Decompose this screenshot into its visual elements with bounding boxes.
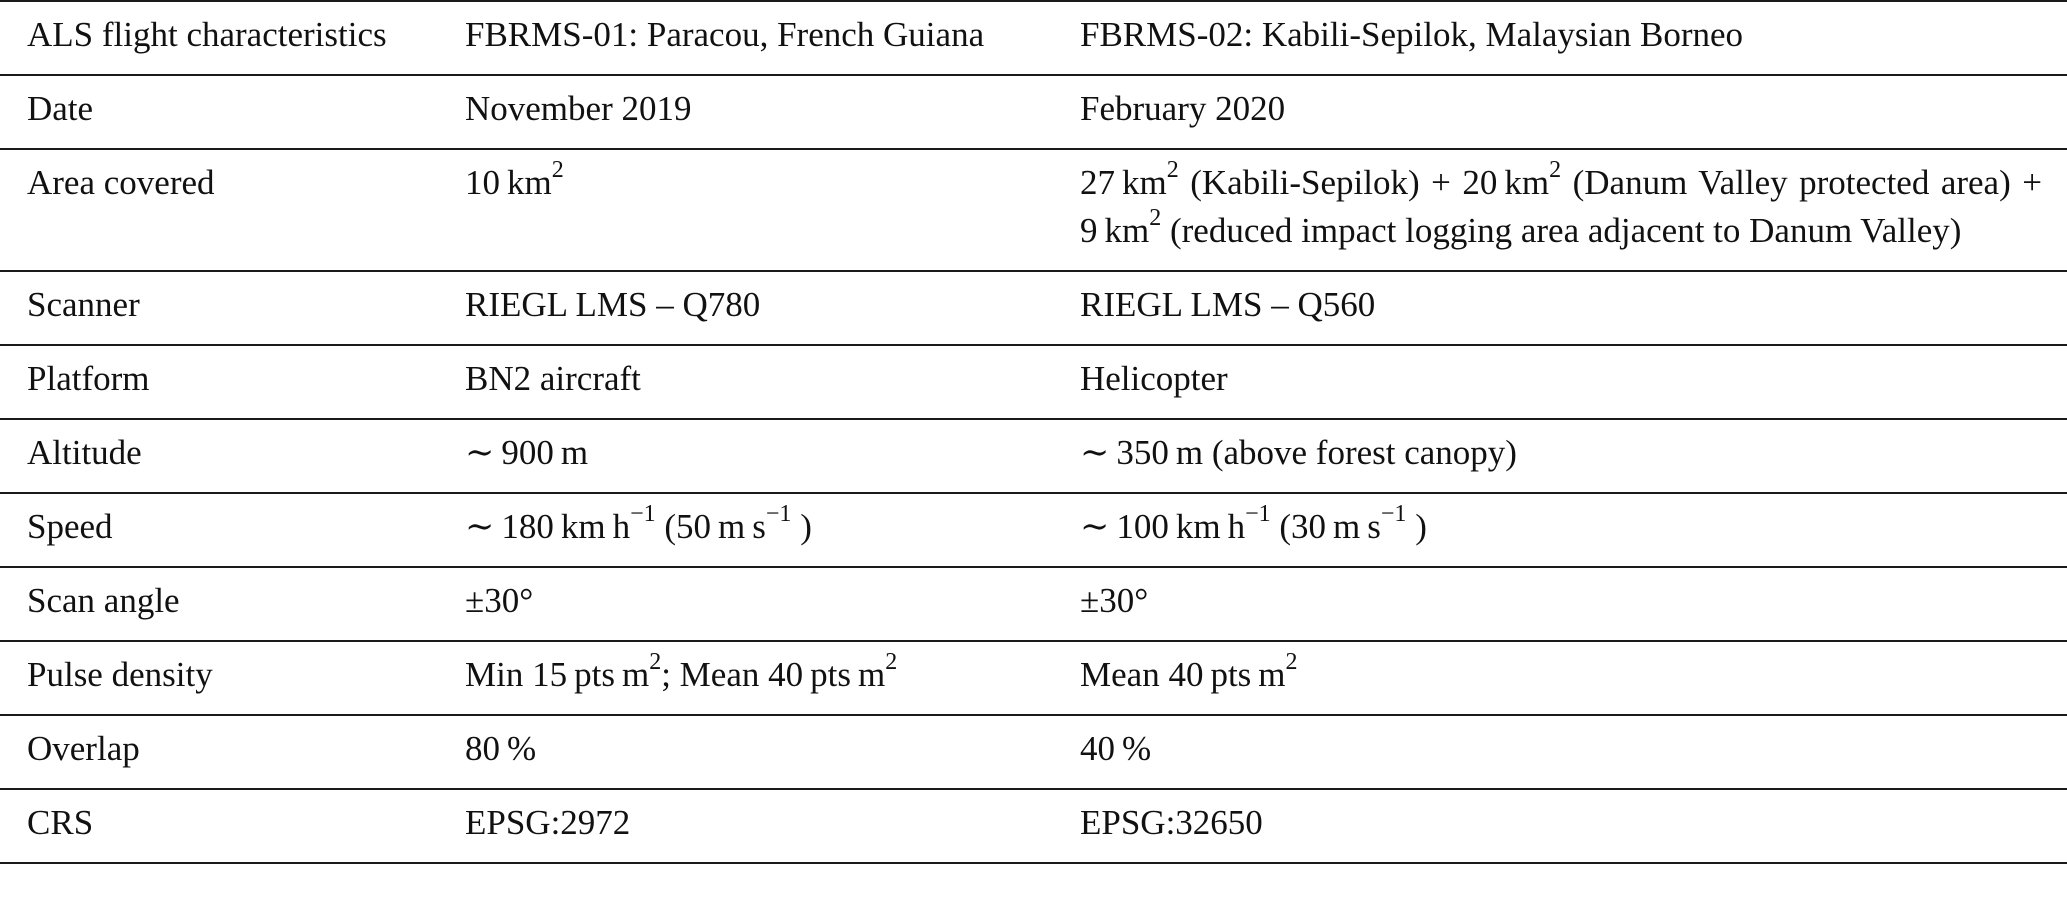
table-row xyxy=(0,149,2067,271)
site-1-value: ∼ 900 m xyxy=(465,433,589,472)
row-label: Altitude xyxy=(27,433,142,472)
site-1-value: 10 $km^2$ xyxy=(465,157,564,202)
table-row xyxy=(0,641,2067,715)
table-row xyxy=(0,715,2067,789)
row-label: Overlap xyxy=(27,729,140,768)
site-1-value: 80 % xyxy=(465,729,537,768)
row-label: CRS xyxy=(27,803,94,842)
table-header-row xyxy=(0,1,2067,75)
site-2-value: Helicopter xyxy=(1080,359,1228,398)
site-2-value: February 2020 xyxy=(1080,89,1286,128)
row-label: Date xyxy=(27,89,94,128)
site-1-value: RIEGL LMS – Q780 xyxy=(465,285,761,324)
site-2-value: ∼ 350 m (above forest canopy) xyxy=(1080,433,1517,472)
header-site-1: FBRMS-01: Paracou, French Guiana xyxy=(465,15,985,54)
site-1-value: November 2019 xyxy=(465,89,692,128)
table-row xyxy=(0,493,2067,567)
header-site-2: FBRMS-02: Kabili-Sepilok, Malaysian Borneo xyxy=(1080,15,1744,54)
site-1-value: EPSG:2972 xyxy=(465,803,631,842)
site-2-value: ±30° xyxy=(1080,581,1149,620)
site-1-value: Min 15 pts $m^2$; Mean 40 pts $m^2$ xyxy=(465,649,898,694)
row-label: Pulse density xyxy=(27,655,213,694)
row-label: Platform xyxy=(27,359,150,398)
site-2-value: 40 % xyxy=(1080,729,1152,768)
site-1-value: ±30° xyxy=(465,581,534,620)
site-2-value: ∼ 100 km $h^{-1}$ (30 m $s^{-1}$ ) xyxy=(1080,501,1427,546)
row-label: Scan angle xyxy=(27,581,180,620)
site-1-value: BN2 aircraft xyxy=(465,359,641,398)
site-2-value: Mean 40 pts $m^2$ xyxy=(1080,649,1298,694)
row-label: Scanner xyxy=(27,285,140,324)
header-characteristics: ALS flight characteristics xyxy=(27,15,387,54)
table-row xyxy=(0,345,2067,419)
table-row xyxy=(0,567,2067,641)
table-row xyxy=(0,789,2067,863)
site-2-value: EPSG:32650 xyxy=(1080,803,1263,842)
row-label: Speed xyxy=(27,507,113,546)
site-2-value: 27 $km^2$ (Kabili-Sepilok) + 20 $km^2$ (Danum Valley protected area) + 9 $km^2$ (reduced impact logging area adjacent to Danum Valley) xyxy=(1080,157,2042,250)
table-row xyxy=(0,271,2067,345)
table-row xyxy=(0,419,2067,493)
site-1-value: ∼ 180 km $h^{-1}$ (50 m $s^{-1}$ ) xyxy=(465,501,812,546)
site-2-value: RIEGL LMS – Q560 xyxy=(1080,285,1376,324)
row-label: Area covered xyxy=(27,163,215,202)
table-row xyxy=(0,75,2067,149)
